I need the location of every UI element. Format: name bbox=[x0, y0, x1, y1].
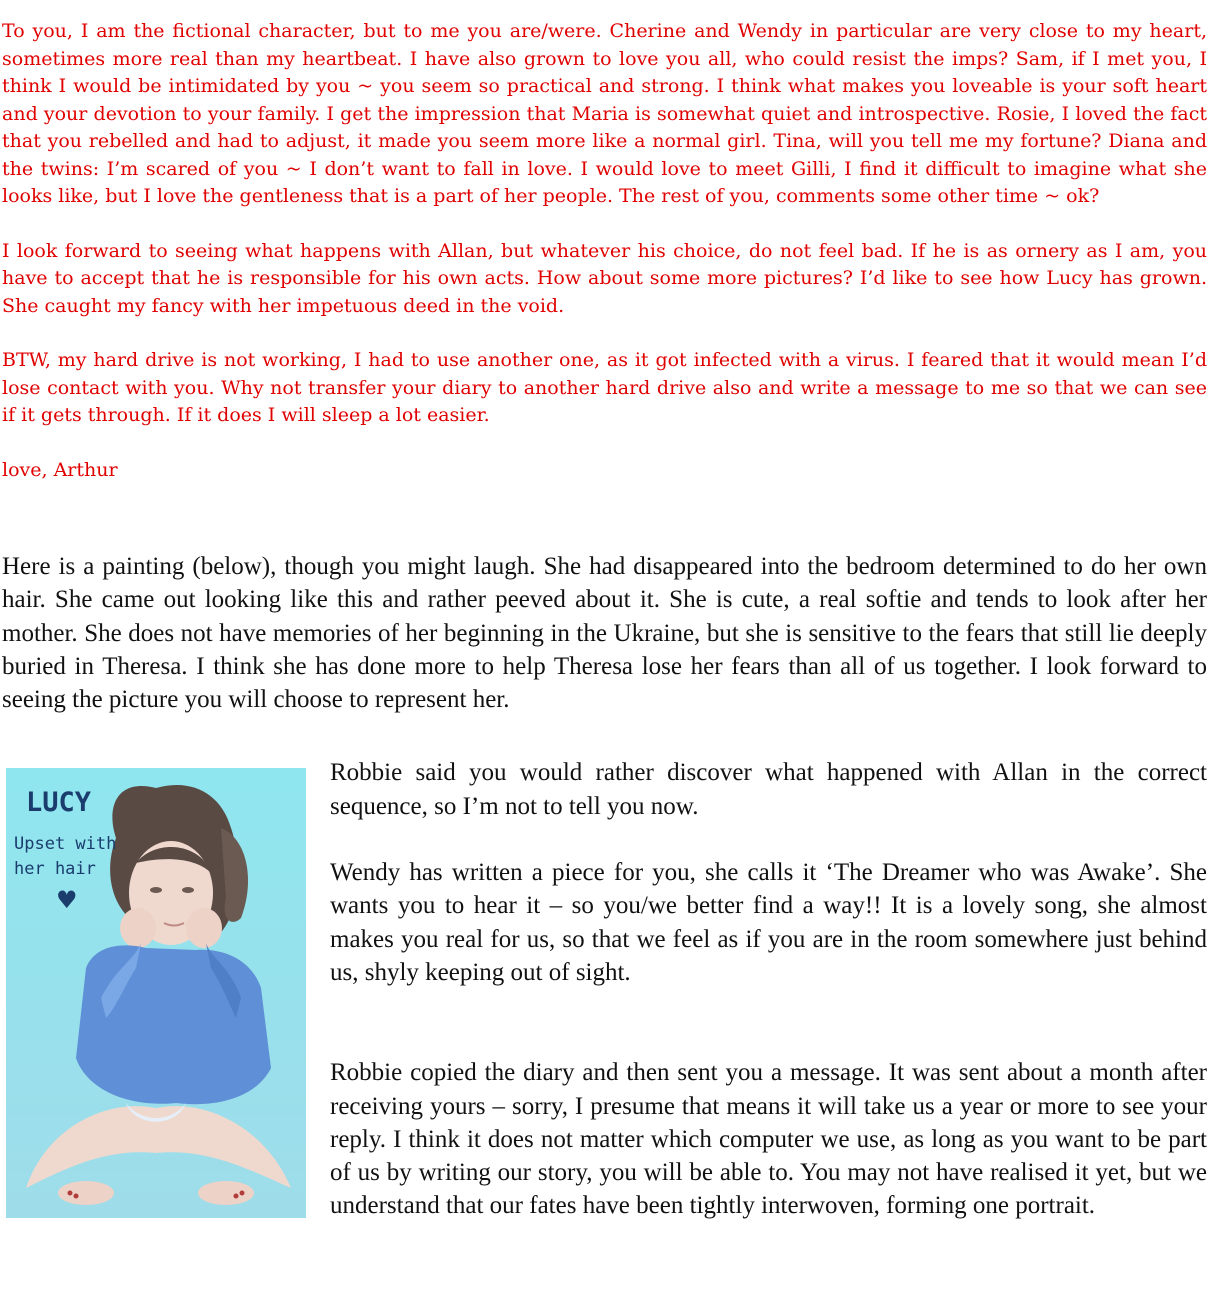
painting-title: LUCY bbox=[26, 787, 92, 819]
reply-intro-paragraph: Here is a painting (below), though you might laugh. She had disappeared into the bedroom determined to do her own hair. She came out looking like this and rather peeved about it. She is cute, a real softie and tends to look after her mother. She does not have memories of her beginning in the Ukraine, but she is sensitive to the fears that still lie deeply buried in Theresa. I think she has done more to help Theresa lose her fears than all of us together. I look forward to seeing the picture you will choose to represent her. bbox=[2, 553, 1207, 714]
letter-signature: love, Arthur bbox=[2, 458, 118, 481]
painting-caption-line: Upset with bbox=[14, 834, 117, 855]
letter-section bbox=[2, 18, 1207, 484]
painting-caption-line: her hair bbox=[14, 859, 96, 880]
reply-paragraph: Wendy has written a piece for you, she calls it ‘The Dreamer who was Awake’. She wants you to hear it – so you/we better find a way!! It is a lovely song, she almost makes you real for us, so that we feel as if you are in the room somewhere just behind us, shyly keeping out of sight. bbox=[330, 859, 1207, 986]
letter-paragraph: To you, I am the fictional character, but to me you are/were. Cherine and Wendy in particular are very close to my heart, sometimes more real than my heartbeat. I have also grown to love you all, who could resist the imps? Sam, if I met you, I think I would be intimidated by you ~ you seem so practical and strong. I think what makes you loveable is your soft heart and your devotion to your family. I get the impression that Maria is somewhat quiet and introspective. Rosie, I loved the fact that you rebelled and had to adjust, it made you seem more like a normal girl. Tina, will you tell me my fortune? Diana and the twins: I’m scared of you ~ I don’t want to fall in love. I would love to meet Gilli, I find it difficult to imagine what she looks like, but I love the gentleness that is a part of her people. The rest of you, comments some other time ~ ok? bbox=[2, 20, 1207, 207]
letter-paragraph: BTW, my hard drive is not working, I had to use another one, as it got infected with a virus. I feared that it would mean I’d lose contact with you. Why not transfer your diary to another hard drive also and write a message to me so that we can see if it gets through. If it does I will sleep a lot easier. bbox=[2, 349, 1207, 426]
reply-paragraph: Robbie copied the diary and then sent you a message. It was sent about a month after receiving yours – sorry, I presume that means it will take us a year or more to see your reply. I think it does not matter which computer we use, as long as you want to be part of us by writing our story, you will be able to. You may not have realised it yet, but we understand that our fates have been tightly interwoven, forming one portrait. bbox=[330, 1059, 1207, 1220]
lucy-painting bbox=[6, 768, 306, 1218]
painting-caption bbox=[14, 832, 124, 882]
document-page bbox=[2, 18, 1207, 1256]
letter-paragraph: I look forward to seeing what happens with Allan, but whatever his choice, do not feel bad. If he is as ornery as I am, you have to accept that he is responsible for his own acts. How about some more pictures? I’d like to see how Lucy has grown. She caught my fancy with her impetuous deed in the void. bbox=[2, 239, 1207, 317]
reply-section bbox=[2, 550, 1207, 1223]
heart-icon: ♥ bbox=[56, 886, 78, 915]
reply-paragraph: Robbie said you would rather discover what happened with Allan in the correct sequence, so I’m not to tell you now. bbox=[330, 759, 1207, 820]
